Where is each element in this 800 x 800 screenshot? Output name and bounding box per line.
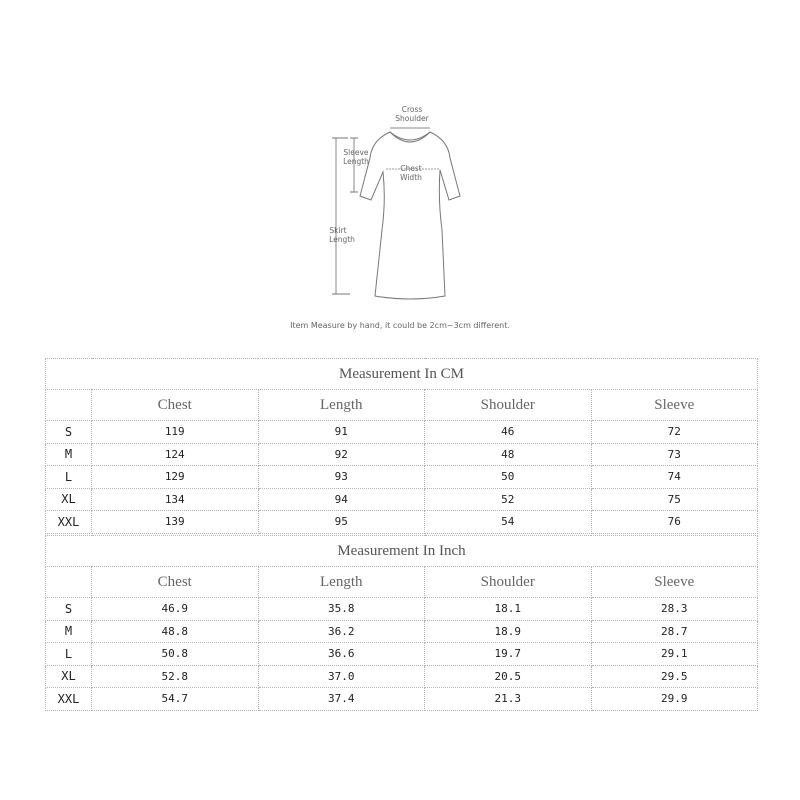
header-length: Length [258,567,425,598]
sleeve-length-label-1: Sleeve [343,148,369,157]
header-chest: Chest [92,390,259,421]
header-shoulder: Shoulder [425,390,592,421]
cell-length: 95 [258,511,425,534]
cell-shoulder: 50 [425,466,592,489]
table-row [46,488,758,511]
cross-shoulder-label-2: Shoulder [395,114,429,123]
cell-chest: 54.7 [92,688,259,711]
cell-sleeve: 72 [591,421,758,444]
cell-chest: 52.8 [92,665,259,688]
cell-shoulder: 21.3 [425,688,592,711]
cell-length: 36.6 [258,643,425,666]
cell-sleeve: 29.5 [591,665,758,688]
skirt-length-label-1: Skirt [329,226,347,235]
table-title: Measurement In Inch [46,536,758,567]
size-label: XL [46,488,92,511]
size-label: L [46,643,92,666]
cell-chest: 46.9 [92,598,259,621]
cell-chest: 139 [92,511,259,534]
table-row [46,665,758,688]
size-label: L [46,466,92,489]
cell-shoulder: 46 [425,421,592,444]
size-label: XXL [46,511,92,534]
table-cm [45,358,758,534]
header-chest: Chest [92,567,259,598]
header-sleeve: Sleeve [591,390,758,421]
table-row [46,511,758,534]
cell-length: 94 [258,488,425,511]
size-label: M [46,443,92,466]
table-title: Measurement In CM [46,359,758,390]
cell-shoulder: 54 [425,511,592,534]
cross-shoulder-label-1: Cross [401,105,423,114]
header-sleeve: Sleeve [591,567,758,598]
cell-chest: 124 [92,443,259,466]
table-inch [45,535,758,711]
table-row [46,688,758,711]
size-label: XXL [46,688,92,711]
cell-length: 93 [258,466,425,489]
cell-sleeve: 28.3 [591,598,758,621]
cell-shoulder: 52 [425,488,592,511]
dress-outline [360,132,460,299]
cell-shoulder: 48 [425,443,592,466]
cell-length: 36.2 [258,620,425,643]
table-row [46,443,758,466]
cell-length: 37.4 [258,688,425,711]
table-row [46,598,758,621]
sleeve-length-label-2: Length [343,157,369,166]
cell-sleeve: 73 [591,443,758,466]
table-row [46,466,758,489]
cell-length: 37.0 [258,665,425,688]
chest-width-label-1: Chest [400,164,422,173]
cell-shoulder: 18.9 [425,620,592,643]
cell-chest: 48.8 [92,620,259,643]
cell-sleeve: 76 [591,511,758,534]
cell-length: 92 [258,443,425,466]
cell-sleeve: 29.1 [591,643,758,666]
header-shoulder: Shoulder [425,567,592,598]
skirt-length-label-2: Length [329,235,355,244]
cell-sleeve: 28.7 [591,620,758,643]
cell-chest: 119 [92,421,259,444]
cell-chest: 129 [92,466,259,489]
measure-note: Item Measure by hand, it could be 2cm~3cm different. [290,321,510,330]
cell-chest: 134 [92,488,259,511]
table-row [46,643,758,666]
cell-shoulder: 18.1 [425,598,592,621]
header-blank [46,390,92,421]
cell-sleeve: 29.9 [591,688,758,711]
size-label: M [46,620,92,643]
size-label: S [46,598,92,621]
size-label: XL [46,665,92,688]
cell-chest: 50.8 [92,643,259,666]
header-blank [46,567,92,598]
table-row [46,421,758,444]
size-label: S [46,421,92,444]
cell-sleeve: 75 [591,488,758,511]
header-length: Length [258,390,425,421]
cell-shoulder: 19.7 [425,643,592,666]
dress-measure-diagram [320,100,480,310]
chest-width-label-2: Width [400,173,422,182]
table-row [46,620,758,643]
cell-length: 91 [258,421,425,444]
cell-sleeve: 74 [591,466,758,489]
cell-length: 35.8 [258,598,425,621]
cell-shoulder: 20.5 [425,665,592,688]
